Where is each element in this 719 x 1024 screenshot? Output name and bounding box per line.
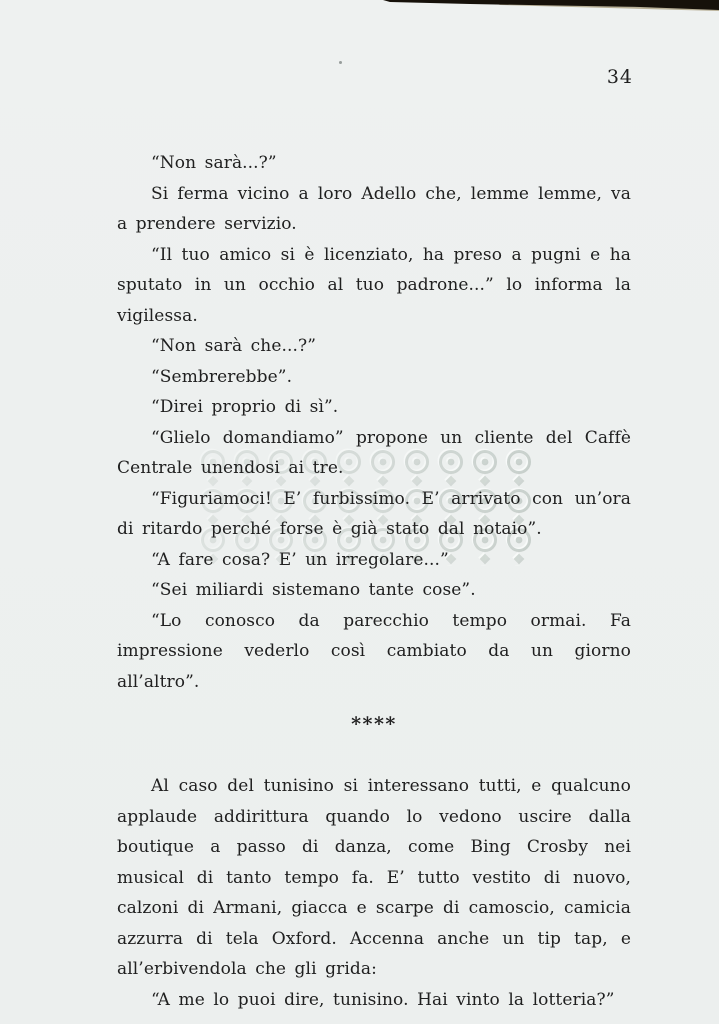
paragraph: “Non sarà...?” bbox=[151, 153, 277, 173]
paragraph: “A fare cosa? E’ un irregolare...” bbox=[151, 549, 449, 570]
paragraph: “Sembrerebbe”. bbox=[151, 366, 293, 387]
section-separator: **** bbox=[351, 713, 397, 735]
paragraph: “Lo conosco da parecchio tempo ormai. Fa impressione vederlo così cambiato da un giorno all’altro”. bbox=[117, 610, 631, 692]
paragraph: “Non sarà che...?” bbox=[151, 336, 317, 356]
paragraph: Si ferma vicino a loro Adello che, lemme lemme, va a prendere servizio. bbox=[117, 183, 631, 234]
page-number: 34 bbox=[606, 66, 633, 88]
paragraph: Al caso del tunisino si interessano tutti, e qualcuno applaude addirittura quando lo vedono uscire dalla boutique a passo di danza, come Bing Crosby nei musical di tanto tempo fa. E’ tutto vestito di nuovo, calzoni di Armani, giacca e scarpe di camoscio, camicia azzurra di tela Oxford. Accenna anche un tip tap, e all’erbivendola che gli grida: bbox=[117, 776, 631, 979]
text-block bbox=[117, 148, 631, 1015]
paragraph: “Il tuo amico si è licenziato, ha preso a pugni e ha sputato in un occhio al tuo padrone...” lo informa la vigilessa. bbox=[117, 244, 631, 326]
paragraph: “Direi proprio di sì”. bbox=[151, 397, 339, 417]
speck-artifact bbox=[339, 61, 342, 64]
paragraph: “Sei miliardi sistemano tante cose”. bbox=[151, 580, 476, 600]
paragraph: “A me lo puoi dire, tunisino. Hai vinto la lotteria?” bbox=[151, 989, 615, 1010]
paragraph: “Glielo domandiamo” propone un cliente del Caffè Centrale unendosi ai tre. bbox=[117, 427, 631, 478]
paragraph: “Figuriamoci! E’ furbissimo. E’ arrivato con un’ora di ritardo perché forse è già stato dal notaio”. bbox=[117, 488, 631, 539]
